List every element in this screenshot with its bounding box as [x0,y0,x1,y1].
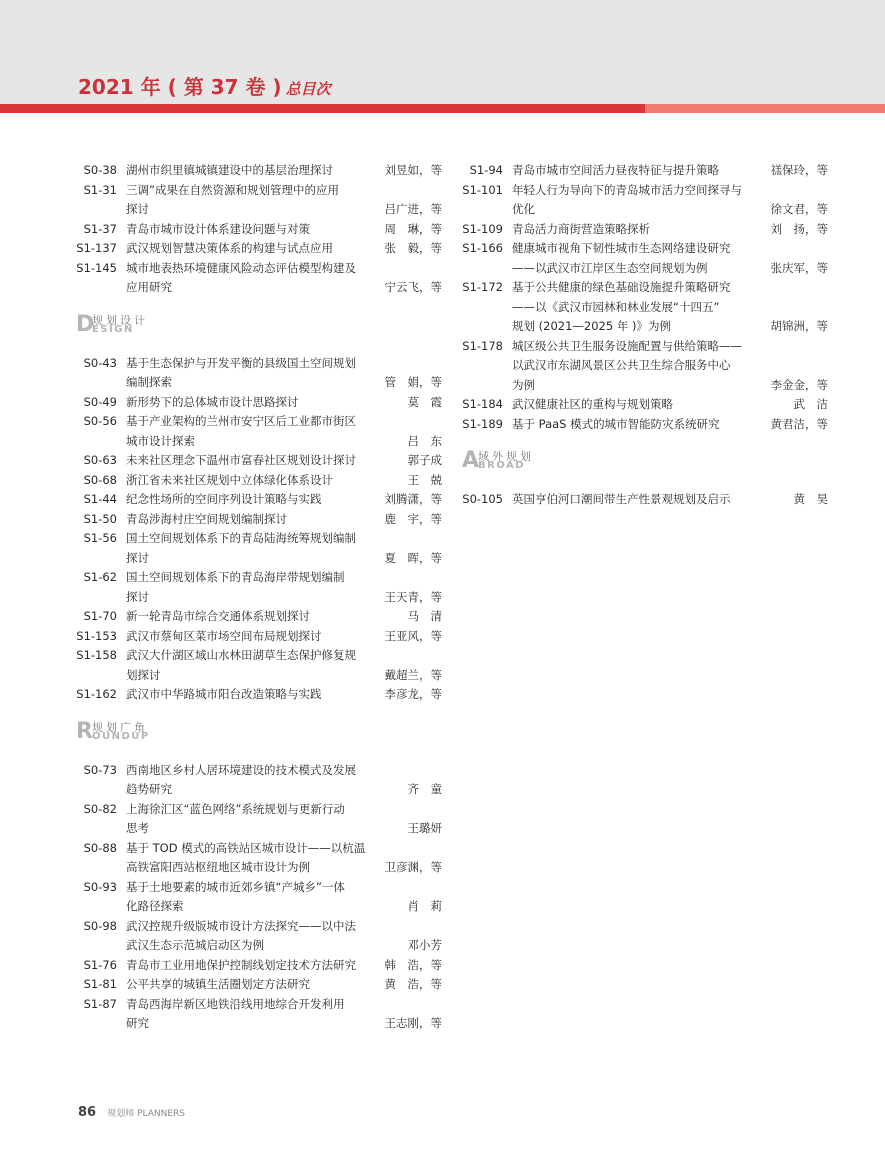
page-footer [78,1101,185,1120]
entry-code: S1-50 [83,511,117,526]
entry-code: S1-153 [76,628,117,643]
toc-entry [456,415,828,435]
section-heading-design [76,312,442,338]
entry-code: S1-31 [83,182,117,197]
toc-entry [70,607,442,627]
entry-author: 王亚风，等 [384,628,442,643]
toc-entry [70,685,442,705]
section-title-en: ESIGN [92,323,134,335]
toc-entry [70,239,442,259]
entry-author: 邓小芳 [407,938,442,952]
entry-author: 黄君洁，等 [770,416,828,431]
entry-author: 刘昱如，等 [384,163,442,177]
entry-title: 国土空间规划体系下的青岛海岸带规划编制 探讨 [126,570,345,604]
toc-entry [70,995,442,1034]
toc-entry [456,181,828,220]
toc-entry [70,800,442,839]
toc-entry [456,490,828,510]
entry-author: 吕广进，等 [384,202,442,216]
toc-entry [456,395,828,415]
toc-entry [70,529,442,568]
entry-title: 基于土地要素的城市近郊乡镇“产城乡”一体 化路径探索 [126,879,345,913]
entry-title: 城市地表热环境健康风险动态评估模型构建及 应用研究 [126,260,356,294]
toc-entry [70,181,442,220]
entry-author: 徐文君，等 [770,202,828,216]
entry-author: 王天青，等 [384,589,442,604]
entry-code: S1-56 [83,531,117,545]
toc-entry [70,510,442,530]
section-heading-roundup [76,719,442,745]
entry-title: 上海徐汇区“蓝色网络”系统规划与更新行动 思考 [126,801,345,835]
entry-title: 青岛市城市设计体系建设问题与对策 [126,221,310,236]
entry-title: 武汉健康社区的重构与规划策略 [512,397,673,411]
entry-title: 三调”成果在自然资源和规划管理中的应用 探讨 [126,182,339,216]
entry-code: S1-101 [462,182,503,197]
entry-title: 武汉市中华路城市阳台改造策略与实践 [126,687,322,701]
toc-entry [70,839,442,878]
entry-author: 胡锦洲，等 [770,319,828,333]
toc-group [456,490,828,510]
toc-group [70,761,442,1034]
entry-title: 公平共享的城镇生活圈划定方法研究 [126,977,310,991]
entry-author: 李金金，等 [770,377,828,392]
entry-title: 西南地区乡村人居环境建设的技术模式及发展 趋势研究 [126,762,356,796]
toc-entry [70,471,442,491]
entry-code: S1-109 [462,221,503,236]
entry-code: S1-81 [83,977,117,991]
entry-code: S1-44 [83,492,117,506]
entry-title: 青岛市城市空间活力昼夜特征与提升策略 [512,163,719,177]
entry-code: S0-105 [462,492,503,506]
entry-author: 夏 晖，等 [384,550,442,565]
entry-title: 青岛西海岸新区地铁沿线用地综合开发利用 研究 [126,996,345,1030]
section-initial: D [76,311,95,337]
entry-title: 基于公共健康的绿色基础设施提升策略研究 ——以《武汉市园林和林业发展“十四五” 规划 (2021—2025 年 )》为例 [512,280,731,333]
entry-title: 纪念性场所的空间序列设计策略与实践 [126,492,322,506]
entry-title: 武汉市蔡甸区菜市场空间布局规划探讨 [126,628,322,643]
entry-code: S1-166 [462,241,503,255]
section-subtitle: 总目次 [285,80,331,98]
entry-title: 城区级公共卫生服务设施配置与供给策略—— 以武汉市东湖风景区公共卫生综合服务中心 为例 [512,338,742,392]
toc-entry [70,627,442,647]
toc-entry [70,259,442,298]
toc-entry [70,220,442,240]
left-column [70,161,442,1034]
header-rule-dark [0,104,645,113]
entry-title: 基于 TOD 模式的高铁站区城市设计——以杭温 高铁富阳西站枢纽地区城市设计为例 [126,840,366,874]
toc-entry [70,393,442,413]
entry-author: 周 琳，等 [384,221,442,236]
entry-code: S0-73 [83,762,117,777]
toc-group [70,161,442,298]
entry-author: 刘 扬，等 [770,221,828,236]
entry-author: 齐 童 [407,782,442,796]
entry-code: S1-37 [83,221,117,236]
entry-title: 青岛涉海村庄空间规划编制探讨 [126,511,287,526]
entry-code: S0-88 [83,840,117,855]
entry-title: 新形势下的总体城市设计思路探讨 [126,394,299,409]
entry-author: 莫 霞 [407,394,442,409]
section-title-cn: 规划广角 [92,720,148,734]
entry-author: 禚保玲，等 [770,163,828,177]
entry-author: 卫彦渊，等 [384,860,442,874]
entry-title: 青岛市工业用地保护控制线划定技术方法研究 [126,957,356,972]
entry-code: S1-189 [462,416,503,431]
entry-code: S0-43 [83,355,117,370]
entry-author: 管 娟，等 [384,375,442,389]
entry-author: 韩 浩，等 [384,957,442,972]
toc-entry [456,220,828,240]
toc-entry [70,761,442,800]
entry-author: 武 洁 [793,397,828,411]
entry-code: S1-87 [83,996,117,1011]
entry-title: 年轻人行为导向下的青岛城市活力空间探寻与 优化 [512,182,742,216]
entry-title: 基于 PaaS 模式的城市智能防灾系统研究 [512,416,720,431]
entry-author: 王志刚，等 [384,1016,442,1030]
entry-author: 鹿 宇，等 [384,511,442,526]
entry-code: S0-98 [83,918,117,933]
entry-code: S1-70 [83,609,117,623]
entry-code: S0-82 [83,801,117,816]
entry-code: S0-38 [83,163,117,177]
section-title-en: BROAD [478,460,526,471]
toc-entry [70,568,442,607]
toc-entry [70,412,442,451]
toc-entry [456,161,828,181]
entry-title: 武汉规划智慧决策体系的构建与试点应用 [126,241,333,255]
entry-author: 刘腾潇，等 [384,492,442,506]
entry-code: S0-49 [83,394,117,409]
toc-entry [70,917,442,956]
entry-code: S1-62 [83,570,117,584]
entry-title: 浙江省未来社区规划中立体绿化体系设计 [126,472,333,487]
entry-title: 国土空间规划体系下的青岛陆海统筹规划编制 探讨 [126,531,356,565]
section-title-en: OUNDUP [92,730,150,742]
entry-author: 李彦龙，等 [384,687,442,701]
entry-title: 武汉大什湖区域山水林田湖草生态保护修复规 划探讨 [126,648,356,682]
entry-author: 张 毅，等 [384,241,442,255]
entry-code: S1-184 [462,397,503,411]
section-initial: R [76,718,93,744]
entry-author: 王璐妍 [407,821,442,835]
page-title [78,71,331,100]
toc-entry [456,239,828,278]
entry-author: 马 清 [407,609,442,623]
toc-entry [70,490,442,510]
entry-code: S1-178 [462,338,503,353]
entry-author: 吕 东 [407,433,442,448]
toc-entry [456,278,828,337]
entry-author: 黄 昊 [793,492,828,506]
entry-author: 王 兢 [407,472,442,487]
volume-title: 2021 年 ( 第 37 卷 ) [78,75,282,99]
entry-code: S0-68 [83,472,117,487]
entry-title: 青岛活力商街营造策略探析 [512,221,650,236]
entry-code: S1-145 [76,260,117,275]
entry-author: 戴超兰，等 [384,667,442,682]
toc-entry [70,975,442,995]
entry-author: 宁云飞，等 [384,280,442,294]
entry-code: S0-93 [83,879,117,894]
entry-code: S0-63 [83,453,117,467]
entry-title: 武汉控规升级版城市设计方法探究——以中法 武汉生态示范城启动区为例 [126,918,356,952]
entry-code: S1-76 [83,957,117,972]
entry-code: S1-172 [462,280,503,294]
toc-entry [70,956,442,976]
entry-code: S1-162 [76,687,117,701]
entry-title: 新一轮青岛市综合交通体系规划探讨 [126,609,310,623]
entry-author: 郭子成 [407,453,442,467]
entry-author: 肖 莉 [407,899,442,913]
toc-entry [70,451,442,471]
section-title-cn: 规划设计 [92,313,148,327]
entry-author: 张庆军，等 [770,260,828,275]
entry-code: S1-94 [469,163,503,177]
toc-entry [70,878,442,917]
entry-title: 基于产业架构的兰州市安宁区后工业都市街区 城市设计探索 [126,414,356,448]
page-number: 86 [78,1105,97,1120]
entry-title: 英国亨伯河口潮间带生产性景观规划及启示 [512,492,731,506]
section-heading-abroad [462,448,828,474]
section-title-cn: 域外规划 [478,450,534,463]
toc-entry [456,337,828,396]
toc-group [70,354,442,705]
header-rule-light [645,104,885,113]
entry-code: S0-56 [83,414,117,428]
magazine-name: 规划师 PLANNERS [107,1109,185,1119]
entry-code: S1-137 [76,241,117,255]
entry-title: 基于生态保护与开发平衡的县级国土空间规划 编制探索 [126,355,356,389]
entry-author: 黄 浩，等 [384,977,442,991]
toc-group [456,161,828,434]
toc-entry [70,354,442,393]
entry-title: 未来社区理念下温州市富春社区规划设计探讨 [126,453,356,467]
entry-code: S1-158 [76,648,117,662]
right-column [456,161,828,510]
toc-entry [70,161,442,181]
toc-entry [70,646,442,685]
entry-title: 健康城市视角下韧性城市生态网络建设研究 ——以武汉市江岸区生态空间规划为例 [512,241,731,275]
entry-title: 湖州市织里镇城镇建设中的基层治理探讨 [126,163,333,177]
section-initial: A [462,448,480,473]
